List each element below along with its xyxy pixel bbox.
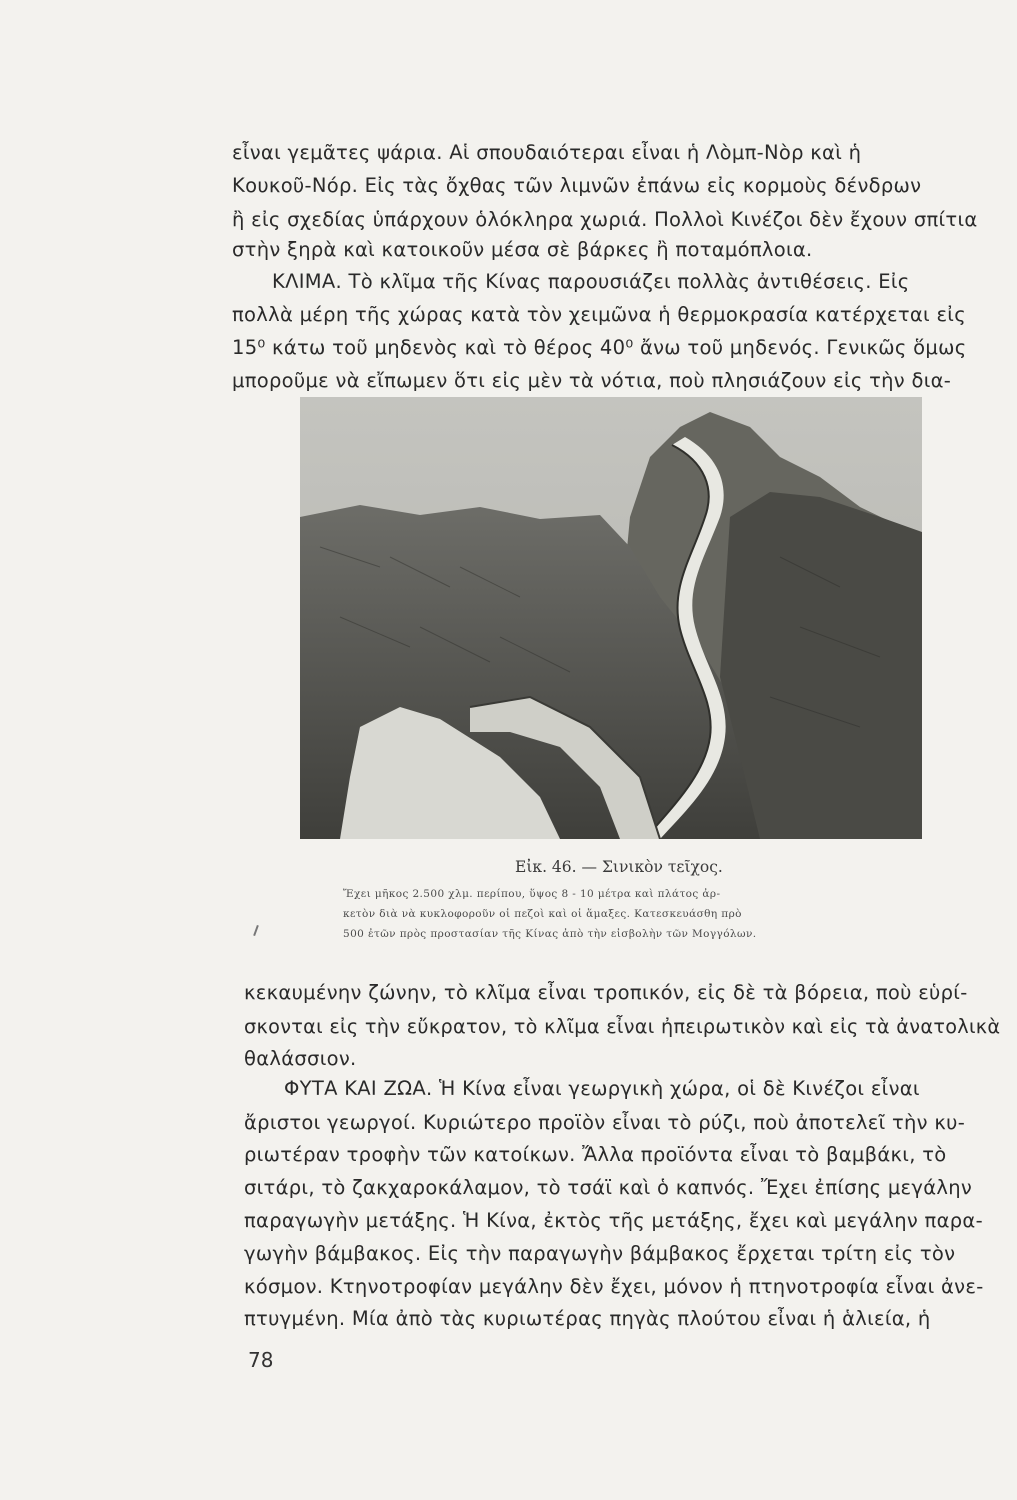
great-wall-photo — [300, 397, 922, 839]
figure-caption: Εἰκ. 46. — Σινικὸν τεῖχος. — [515, 858, 723, 876]
text-line: σκονται εἰς τὴν εὔκρατον, τὸ κλῖμα εἶναι ἠπειρωτικὸν καὶ εἰς τὰ ἀνατολικὰ — [244, 1015, 1001, 1038]
caption-note-line: 500 ἐτῶν πρὸς προστασίαν τῆς Κίνας ἀπὸ τὴν εἰσβολὴν τῶν Μογγόλων. — [343, 928, 757, 940]
page-number: 78 — [248, 1348, 274, 1372]
text-line: πτυγμένη. Μία ἀπὸ τὰς κυριωτέρας πηγὰς πλούτου εἶναι ἡ ἁλιεία, ἡ — [244, 1307, 931, 1330]
great-wall-illustration — [300, 397, 922, 839]
text-line: σιτάρι, τὸ ζακχαροκάλαμον, τὸ τσάϊ καὶ ὁ καπνός. Ἔχει ἐπίσης μεγάλην — [244, 1176, 973, 1199]
caption-note-line: Ἔχει μῆκος 2.500 χλμ. περίπου, ὕψος 8 - 10 μέτρα καὶ πλάτος ἀρ- — [343, 888, 721, 900]
text-line: 15⁰ κάτω τοῦ μηδενὸς καὶ τὸ θέρος 40⁰ ἄνω τοῦ μηδενός. Γενικῶς ὅμως — [232, 336, 967, 359]
text-line: κεκαυμένην ζώνην, τὸ κλῖμα εἶναι τροπικόν, εἰς δὲ τὰ βόρεια, ποὺ εὑρί- — [244, 981, 968, 1004]
text-line: εἶναι γεμᾶτες ψάρια. Αἱ σπουδαιότεραι εἶναι ἡ Λὸμπ-Νὸρ καὶ ἡ — [232, 141, 862, 164]
text-line: ΚΛΙΜΑ. Τὸ κλῖμα τῆς Κίνας παρουσιάζει πολλὰς ἀντιθέσεις. Εἰς — [272, 270, 910, 293]
text-line: πολλὰ μέρη τῆς χώρας κατὰ τὸν χειμῶνα ἡ θερμοκρασία κατέρχεται εἰς — [232, 303, 966, 326]
text-line: θαλάσσιον. — [244, 1047, 357, 1070]
text-line: ριωτέραν τροφὴν τῶν κατοίκων. Ἄλλα προϊόντα εἶναι τὸ βαμβάκι, τὸ — [244, 1143, 947, 1166]
text-line: ἄριστοι γεωργοί. Κυριώτερο προϊὸν εἶναι τὸ ρύζι, ποὺ ἀποτελεῖ τὴν κυ- — [244, 1111, 966, 1134]
text-line: κόσμον. Κτηνοτροφίαν μεγάλην δὲν ἔχει, μόνον ἡ πτηνοτροφία εἶναι ἀνε- — [244, 1275, 984, 1298]
text-line: ΦΥΤΑ ΚΑΙ ΖΩΑ. Ἡ Κίνα εἶναι γεωργικὴ χώρα, οἱ δὲ Κινέζοι εἶναι — [284, 1077, 920, 1100]
caption-note-line: κετὸν διὰ νὰ κυκλοφοροῦν οἱ πεζοὶ καὶ οἱ ἅμαξες. Κατεσκευάσθη πρὸ — [343, 908, 742, 920]
text-line: γωγὴν βάμβακος. Εἰς τὴν παραγωγὴν βάμβακος ἔρχεται τρίτη εἰς τὸν — [244, 1242, 956, 1265]
text-line: στὴν ξηρὰ καὶ κατοικοῦν μέσα σὲ βάρκες ἢ ποταμόπλοια. — [232, 238, 813, 261]
text-line: ἢ εἰς σχεδίας ὑπάρχουν ὁλόκληρα χωριά. Πολλοὶ Κινέζοι δὲν ἔχουν σπίτια — [232, 208, 978, 231]
text-line: Κουκοῦ-Νόρ. Εἰς τὰς ὄχθας τῶν λιμνῶν ἐπάνω εἰς κορμοὺς δένδρων — [232, 174, 922, 197]
stray-pen-mark — [253, 925, 259, 936]
text-line: μποροῦμε νὰ εἴπωμεν ὅτι εἰς μὲν τὰ νότια, ποὺ πλησιάζουν εἰς τὴν δια- — [232, 369, 952, 392]
text-line: παραγωγὴν μετάξης. Ἡ Κίνα, ἐκτὸς τῆς μετάξης, ἔχει καὶ μεγάλην παρα- — [244, 1209, 983, 1232]
